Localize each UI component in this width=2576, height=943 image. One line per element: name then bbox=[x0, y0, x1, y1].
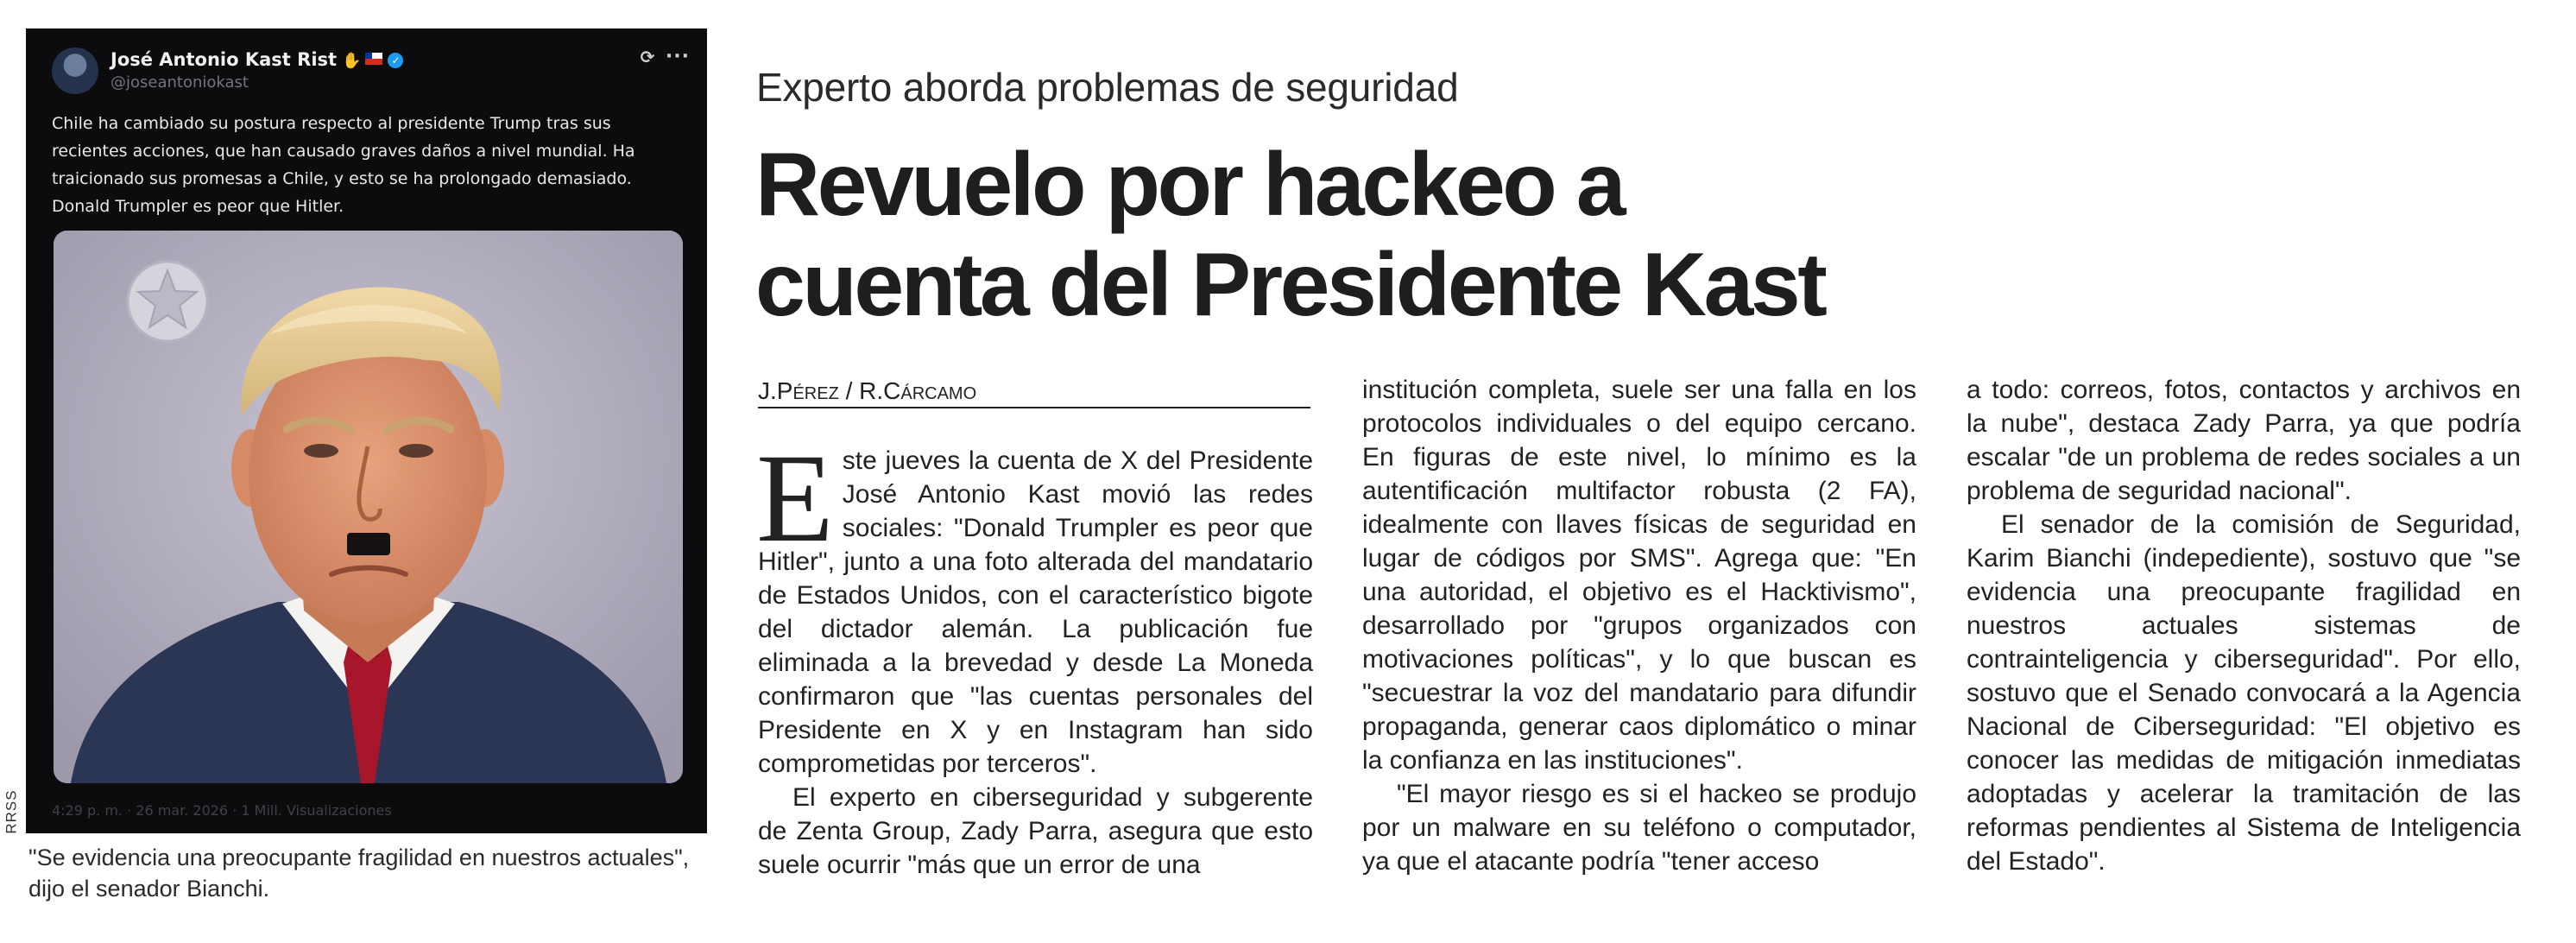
tweet-author-line bbox=[110, 49, 403, 70]
mugshot-illustration bbox=[54, 231, 683, 783]
drop-cap: E bbox=[756, 427, 834, 568]
paragraph: a todo: correos, fotos, contactos y archivos en la nube", destaca Zady Parra, ya que podría escalar "de un problema de redes sociales a un problema de seguridad nacional". bbox=[1967, 376, 2521, 505]
article-kicker: Experto aborda problemas de seguridad bbox=[756, 65, 1459, 110]
tweet-screenshot bbox=[26, 28, 707, 833]
tweet-author-name: José Antonio Kast Rist bbox=[110, 49, 338, 70]
raised-hand-icon: ✋ bbox=[342, 52, 362, 70]
paragraph: El experto en ciberseguridad y subgerente de Zenta Group, Zady Parra, asegura que esto suele ocurrir "más que un error de una bbox=[758, 783, 1313, 879]
article-column-2 bbox=[1362, 373, 1916, 878]
article-byline: J.Pérez / R.Cárcamo bbox=[758, 377, 1310, 408]
sheriff-star-icon bbox=[128, 262, 207, 341]
tweet-handle: @joseantoniokast bbox=[110, 73, 249, 92]
verified-badge-icon: ✓ bbox=[388, 53, 403, 68]
article-headline: Revuelo por hackeo a cuenta del Presidente Kast bbox=[755, 135, 1825, 335]
tweet-timestamp: 4:29 p. m. · 26 mar. 2026 · 1 Mill. Visualizaciones bbox=[52, 802, 392, 819]
tweet-avatar bbox=[52, 47, 98, 94]
paragraph: El senador de la comisión de Seguridad, Karim Bianchi (indepediente), sostuvo que "se evidencia una preocupante fragilidad en nuestros actuales sistemas de contrainteligencia y ciberseguridad". Por ello, sostuvo que el Senado convocará a la Agencia Nacional de Ciberseguridad: "El objetivo es conocer las medidas de mitigación inmediatas adoptadas y acelerar la tramitación de las reformas pendientes al Sistema de Inteligencia del Estado". bbox=[1967, 510, 2521, 876]
paragraph: "El mayor riesgo es si el hackeo se produjo por un malware en su teléfono o computador, ya que el atacante podría "tener acceso bbox=[1362, 780, 1916, 876]
article-column-3 bbox=[1967, 373, 2521, 878]
tweet-photo bbox=[54, 231, 683, 783]
photo-caption: "Se evidencia una preocupante fragilidad en nuestros actuales", dijo el senador Bianchi. bbox=[28, 845, 690, 902]
mustache bbox=[347, 533, 390, 555]
tweet-text: Chile ha cambiado su postura respecto al presidente Trump tras sus recientes acciones, que han causado graves daños a nivel mundial. Ha traicionado sus promesas a Chile, y esto se ha prolongado demasiado. Donald Trumpler es peor que Hitler. bbox=[52, 114, 635, 216]
paragraph-text: ste jueves la cuenta de X del Presidente José Antonio Kast movió las redes sociales: "Donald Trumpler es peor que Hitler", junto a una foto alterada del mandatario de Estados Unidos, con el característico bigote del dictador alemán. La publicación fue eliminada a la brevedad y desde La Moneda confirmaron que "las cuentas personales del Presidente en X y en Instagram han sido comprometidas por terceros". bbox=[758, 446, 1313, 778]
photo-credit: RRSS bbox=[3, 789, 20, 834]
paragraph bbox=[756, 427, 1313, 781]
paragraph: institución completa, suele ser una falla en los protocolos individuales o del equipo cercano. En figuras de este nivel, lo mínimo es la autentificación multifactor robusta (2 FA), idealmente con llaves físicas de seguridad en lugar de códigos por SMS". Agrega que: "En una autoridad, el objetivo es el Hacktivismo", desarrollado por "grupos organizados con motivaciones políticas", y lo que buscan es "secuestrar la voz del mandatario para difundir propaganda, generar caos diplomático o minar la confianza en las instituciones". bbox=[1362, 376, 1916, 775]
grok-icon: ⟳ bbox=[640, 47, 655, 67]
more-options-icon: ··· bbox=[665, 46, 690, 67]
article-column-1 bbox=[756, 427, 1313, 882]
chile-flag-icon bbox=[365, 53, 382, 65]
